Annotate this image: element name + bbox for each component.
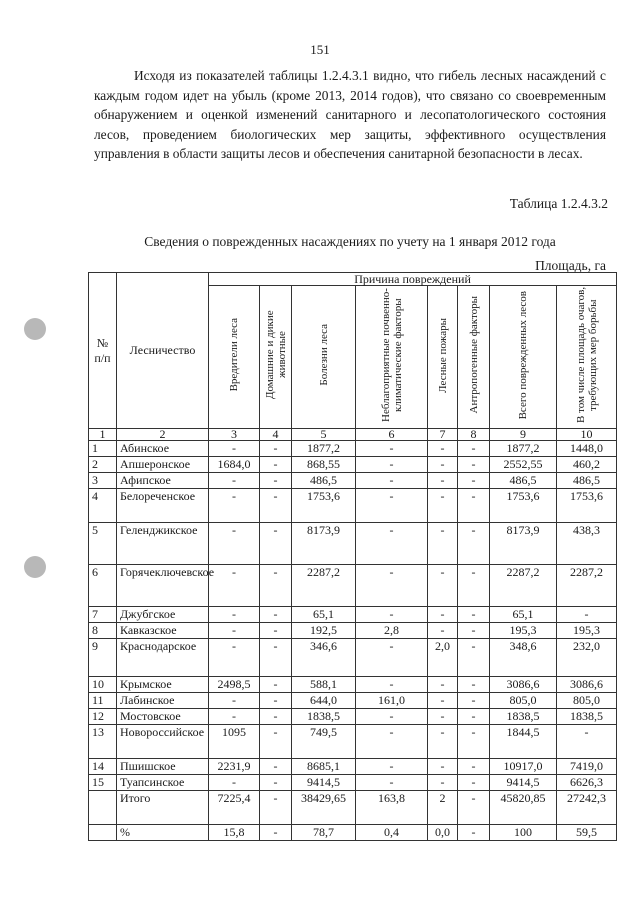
cell-v1: - — [209, 639, 260, 677]
cell-v3: 65,1 — [292, 607, 356, 623]
cell-v1: - — [209, 565, 260, 607]
cell-v6: - — [458, 523, 490, 565]
cell-v2: - — [260, 457, 292, 473]
cell-v3: 1753,6 — [292, 489, 356, 523]
cell-forestry: Итого — [117, 791, 209, 825]
cell-forestry: Туапсинское — [117, 775, 209, 791]
cell-v6: - — [458, 759, 490, 775]
cell-v1: - — [209, 693, 260, 709]
cell-v4: - — [356, 441, 428, 457]
header-climate: Неблагоприятные почвенно-климатические факторы — [356, 286, 428, 429]
cell-v4: 163,8 — [356, 791, 428, 825]
cell-v8: 232,0 — [557, 639, 617, 677]
table-row — [89, 607, 617, 623]
cell-v4: - — [356, 775, 428, 791]
cell-forestry: Краснодарское — [117, 639, 209, 677]
cell-v5: - — [428, 473, 458, 489]
punch-hole-bottom — [24, 556, 46, 578]
cell-v7: 45820,85 — [490, 791, 557, 825]
cell-v5: - — [428, 759, 458, 775]
cell-v1: - — [209, 441, 260, 457]
table-row — [89, 693, 617, 709]
cell-v4: 2,8 — [356, 623, 428, 639]
column-number-row: 1 2 3 4 5 6 7 8 9 10 — [89, 429, 617, 441]
cell-v8: - — [557, 607, 617, 623]
cell-v8: 1838,5 — [557, 709, 617, 725]
cell-v5: - — [428, 709, 458, 725]
cell-forestry: Джубгское — [117, 607, 209, 623]
cell-v4: - — [356, 677, 428, 693]
cell-v8: 438,3 — [557, 523, 617, 565]
cell-v7: 1844,5 — [490, 725, 557, 759]
cell-v2: - — [260, 523, 292, 565]
cell-v7: 65,1 — [490, 607, 557, 623]
table-row — [89, 523, 617, 565]
cell-forestry: Афипское — [117, 473, 209, 489]
cell-v6: - — [458, 639, 490, 677]
cell-v7: 1753,6 — [490, 489, 557, 523]
table-row — [89, 441, 617, 457]
cell-forestry: Белореченское — [117, 489, 209, 523]
cell-num: 11 — [89, 693, 117, 709]
cell-v5: - — [428, 677, 458, 693]
cell-v5: - — [428, 565, 458, 607]
cell-v2: - — [260, 565, 292, 607]
cell-forestry: % — [117, 825, 209, 841]
cell-v4: - — [356, 607, 428, 623]
cell-forestry: Апшеронское — [117, 457, 209, 473]
cell-v8: 805,0 — [557, 693, 617, 709]
cell-num: 2 — [89, 457, 117, 473]
table-row — [89, 709, 617, 725]
header-control-area: В том числе площадь очагов, требующих мер борьбы — [557, 286, 617, 429]
cell-v5: - — [428, 607, 458, 623]
cell-forestry: Абинское — [117, 441, 209, 457]
cell-v2: - — [260, 441, 292, 457]
cell-v7: 3086,6 — [490, 677, 557, 693]
cell-v5: - — [428, 775, 458, 791]
cell-v6: - — [458, 623, 490, 639]
cell-v6: - — [458, 775, 490, 791]
cell-v5: - — [428, 725, 458, 759]
cell-v8: 195,3 — [557, 623, 617, 639]
cell-v2: - — [260, 639, 292, 677]
cell-forestry: Лабинское — [117, 693, 209, 709]
cell-v4: 0,4 — [356, 825, 428, 841]
page-number: 151 — [310, 42, 330, 57]
cell-v7: 100 — [490, 825, 557, 841]
cell-v1: 1095 — [209, 725, 260, 759]
cell-forestry: Новороссийское — [117, 725, 209, 759]
cell-num: 3 — [89, 473, 117, 489]
cell-v2: - — [260, 473, 292, 489]
cell-v4: - — [356, 725, 428, 759]
cell-v7: 1877,2 — [490, 441, 557, 457]
cell-v2: - — [260, 677, 292, 693]
cell-v2: - — [260, 775, 292, 791]
cell-v8: 27242,3 — [557, 791, 617, 825]
table-caption: Сведения о поврежденных насаждениях по учету на 1 января 2012 года — [144, 234, 556, 249]
header-anthropogenic: Антропогенные факторы — [458, 286, 490, 429]
cell-v1: - — [209, 473, 260, 489]
cell-v2: - — [260, 825, 292, 841]
cell-num: 4 — [89, 489, 117, 523]
cell-v1: - — [209, 775, 260, 791]
cell-v5: - — [428, 489, 458, 523]
cell-v7: 195,3 — [490, 623, 557, 639]
cell-v8: 3086,6 — [557, 677, 617, 693]
header-pests: Вредители леса — [209, 286, 260, 429]
cell-num: 5 — [89, 523, 117, 565]
cell-v2: - — [260, 607, 292, 623]
cell-v6: - — [458, 677, 490, 693]
cell-v1: 1684,0 — [209, 457, 260, 473]
cell-num: 1 — [89, 441, 117, 457]
cell-v1: 2231,9 — [209, 759, 260, 775]
table-row — [89, 825, 617, 841]
cell-forestry: Горячеключевское — [117, 565, 209, 607]
cell-forestry: Крымское — [117, 677, 209, 693]
cell-forestry: Мостовское — [117, 709, 209, 725]
cell-num: 15 — [89, 775, 117, 791]
cell-v7: 8173,9 — [490, 523, 557, 565]
cell-v3: 78,7 — [292, 825, 356, 841]
header-num: № п/п — [89, 273, 117, 429]
cell-v7: 2552,55 — [490, 457, 557, 473]
cell-v8: - — [557, 725, 617, 759]
cell-v2: - — [260, 623, 292, 639]
cell-v6: - — [458, 457, 490, 473]
cell-v4: - — [356, 523, 428, 565]
cell-num: 12 — [89, 709, 117, 725]
cell-v7: 2287,2 — [490, 565, 557, 607]
cell-v5: - — [428, 623, 458, 639]
header-total-damaged: Всего поврежденных лесов — [490, 286, 557, 429]
table-row — [89, 725, 617, 759]
cell-v2: - — [260, 709, 292, 725]
cell-v6: - — [458, 709, 490, 725]
cell-v3: 644,0 — [292, 693, 356, 709]
cell-num — [89, 825, 117, 841]
cell-v7: 805,0 — [490, 693, 557, 709]
cell-num: 9 — [89, 639, 117, 677]
unit-label: Площадь, га — [535, 258, 606, 273]
cell-v2: - — [260, 489, 292, 523]
table-row — [89, 677, 617, 693]
cell-v6: - — [458, 693, 490, 709]
table-row — [89, 457, 617, 473]
cell-v3: 8685,1 — [292, 759, 356, 775]
cell-v4: - — [356, 457, 428, 473]
cell-v5: - — [428, 441, 458, 457]
cell-num: 14 — [89, 759, 117, 775]
cell-v1: 15,8 — [209, 825, 260, 841]
cell-v4: - — [356, 473, 428, 489]
cell-v8: 7419,0 — [557, 759, 617, 775]
table-row — [89, 775, 617, 791]
cell-v3: 1877,2 — [292, 441, 356, 457]
cell-v6: - — [458, 489, 490, 523]
cell-v8: 1448,0 — [557, 441, 617, 457]
cell-v5: - — [428, 523, 458, 565]
table-row — [89, 791, 617, 825]
cell-v7: 486,5 — [490, 473, 557, 489]
intro-paragraph: Исходя из показателей таблицы 1.2.4.3.1 видно, что гибель лесных насаждений с каждым годом идет на убыль (кроме 2013, 2014 годов), что связано со своевременным обнаружением и оценкой изменений санитарного и лесопатологического состояния лесов, проведением биологических мер защиты, эффективного осуществления управления в области защиты лесов и обеспечения санитарной безопасности в лесах. — [94, 68, 606, 162]
cell-v7: 10917,0 — [490, 759, 557, 775]
cell-v3: 192,5 — [292, 623, 356, 639]
cell-v8: 460,2 — [557, 457, 617, 473]
cell-v8: 6626,3 — [557, 775, 617, 791]
header-diseases: Болезни леса — [292, 286, 356, 429]
cell-v3: 9414,5 — [292, 775, 356, 791]
cell-v3: 588,1 — [292, 677, 356, 693]
cell-v3: 486,5 — [292, 473, 356, 489]
cell-num: 10 — [89, 677, 117, 693]
damage-table — [88, 272, 617, 841]
cell-v1: 2498,5 — [209, 677, 260, 693]
header-animals: Домашние и дикие животные — [260, 286, 292, 429]
header-fires: Лесные пожары — [428, 286, 458, 429]
cell-v3: 1838,5 — [292, 709, 356, 725]
cell-v6: - — [458, 565, 490, 607]
cell-v4: - — [356, 639, 428, 677]
table-row — [89, 473, 617, 489]
cell-v4: - — [356, 709, 428, 725]
cell-num — [89, 791, 117, 825]
cell-v4: 161,0 — [356, 693, 428, 709]
cell-forestry: Геленджикское — [117, 523, 209, 565]
cell-v1: - — [209, 489, 260, 523]
cell-v5: - — [428, 693, 458, 709]
cell-v1: - — [209, 523, 260, 565]
cell-v4: - — [356, 489, 428, 523]
cell-v2: - — [260, 693, 292, 709]
table-row — [89, 565, 617, 607]
cell-v5: 2 — [428, 791, 458, 825]
cell-v3: 2287,2 — [292, 565, 356, 607]
table-label: Таблица 1.2.4.3.2 — [509, 196, 608, 211]
cell-num: 7 — [89, 607, 117, 623]
cell-v5: - — [428, 457, 458, 473]
cell-v4: - — [356, 565, 428, 607]
cell-v2: - — [260, 759, 292, 775]
cell-v1: 7225,4 — [209, 791, 260, 825]
cell-v3: 346,6 — [292, 639, 356, 677]
cell-v7: 9414,5 — [490, 775, 557, 791]
cell-v8: 1753,6 — [557, 489, 617, 523]
cell-num: 13 — [89, 725, 117, 759]
cell-forestry: Пшишское — [117, 759, 209, 775]
cell-v6: - — [458, 607, 490, 623]
cell-v7: 1838,5 — [490, 709, 557, 725]
punch-hole-top — [24, 318, 46, 340]
cell-v6: - — [458, 825, 490, 841]
cell-v8: 486,5 — [557, 473, 617, 489]
table-row — [89, 623, 617, 639]
cell-v6: - — [458, 725, 490, 759]
cell-v6: - — [458, 791, 490, 825]
table-row — [89, 759, 617, 775]
cell-v7: 348,6 — [490, 639, 557, 677]
cell-v5: 2,0 — [428, 639, 458, 677]
header-forestry: Лесничество — [117, 273, 209, 429]
table-row — [89, 639, 617, 677]
cell-v2: - — [260, 725, 292, 759]
cell-v1: - — [209, 607, 260, 623]
cell-v1: - — [209, 623, 260, 639]
cell-v1: - — [209, 709, 260, 725]
cell-v6: - — [458, 441, 490, 457]
cell-v3: 749,5 — [292, 725, 356, 759]
header-cause-group: Причина повреждений — [209, 273, 617, 286]
cell-v8: 2287,2 — [557, 565, 617, 607]
cell-v8: 59,5 — [557, 825, 617, 841]
cell-v4: - — [356, 759, 428, 775]
cell-forestry: Кавказское — [117, 623, 209, 639]
cell-v2: - — [260, 791, 292, 825]
cell-v3: 868,55 — [292, 457, 356, 473]
cell-v3: 38429,65 — [292, 791, 356, 825]
cell-num: 8 — [89, 623, 117, 639]
cell-v5: 0,0 — [428, 825, 458, 841]
cell-num: 6 — [89, 565, 117, 607]
cell-v3: 8173,9 — [292, 523, 356, 565]
table-row — [89, 489, 617, 523]
cell-v6: - — [458, 473, 490, 489]
